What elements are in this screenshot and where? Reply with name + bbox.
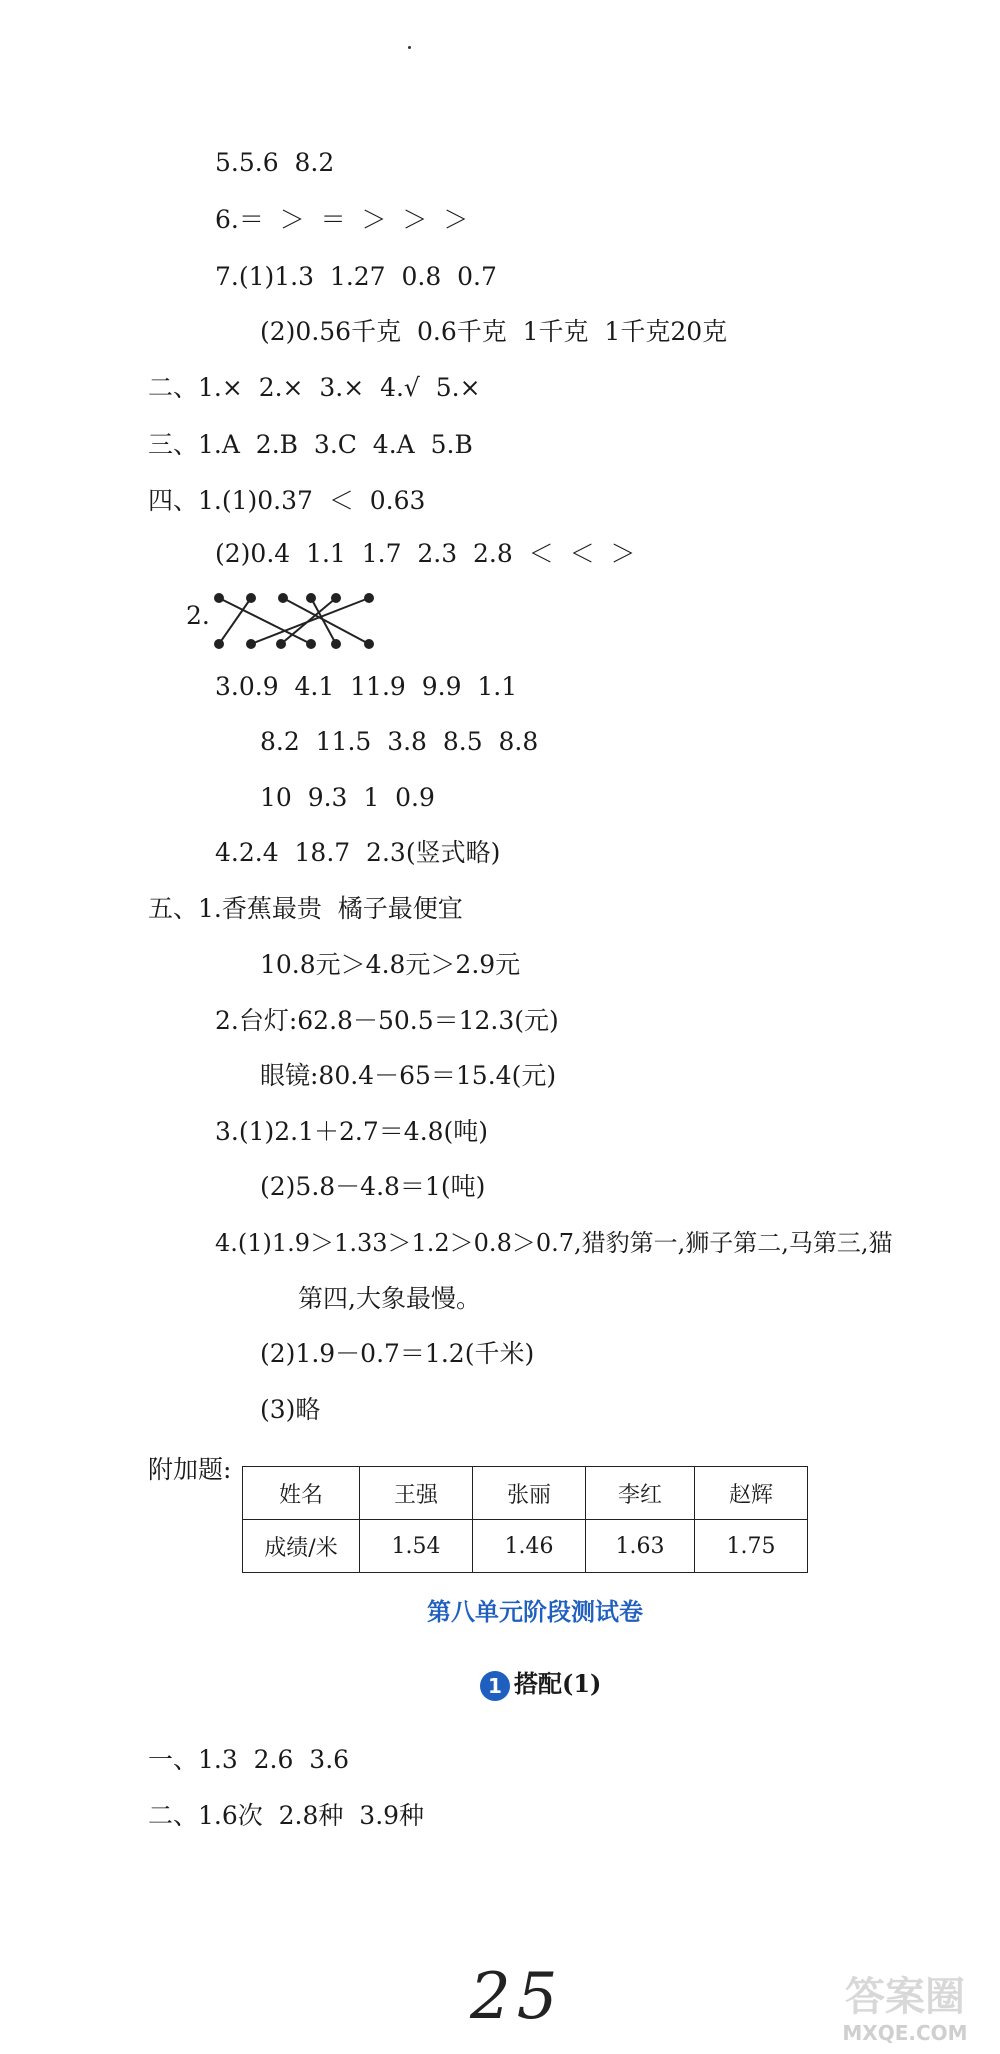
lesson-heading (480, 1664, 601, 1701)
answer-line: 7.(1)1.3 1.27 0.8 0.7 (215, 262, 497, 291)
answer-line: (2)5.8－4.8＝1(吨) (260, 1172, 486, 1201)
watermark-text: 答案圈 (845, 1974, 965, 2020)
answer-line: 4.2.4 18.7 2.3(竖式略) (215, 838, 501, 867)
table-cell: 成绩/米 (243, 1520, 360, 1573)
stray-dot (408, 46, 411, 49)
table-cell: 王强 (360, 1467, 473, 1520)
table-row (243, 1467, 808, 1520)
table-cell: 姓名 (243, 1467, 360, 1520)
answer-line: 2. (186, 601, 210, 630)
answer-line: (2)0.4 1.1 1.7 2.3 2.8 ＜ ＜ ＞ (215, 539, 636, 568)
table-cell: 1.75 (695, 1520, 808, 1573)
section-title: 第八单元阶段测试卷 (427, 1598, 643, 1626)
answer-line: (2)1.9－0.7＝1.2(千米) (260, 1339, 535, 1368)
answer-line: 四、1.(1)0.37 ＜ 0.63 (148, 486, 426, 515)
answer-line: 第四,大象最慢。 (298, 1284, 481, 1313)
lesson-title: 搭配(1) (514, 1669, 602, 1698)
scores-table (242, 1466, 808, 1573)
bonus-question-label: 附加题: (148, 1455, 232, 1484)
answer-line: 3.0.9 4.1 11.9 9.9 1.1 (215, 672, 518, 701)
table-cell: 张丽 (473, 1467, 586, 1520)
table-cell: 1.54 (360, 1520, 473, 1573)
answer-line: 6.＝ ＞ ＝ ＞ ＞ ＞ (215, 205, 469, 234)
table-cell: 1.63 (586, 1520, 695, 1573)
answer-line: 2.台灯:62.8－50.5＝12.3(元) (215, 1006, 559, 1035)
answer-line: 10 9.3 1 0.9 (260, 783, 435, 812)
matching-lines-diagram (211, 590, 391, 652)
answer-line: 五、1.香蕉最贵 橘子最便宜 (148, 894, 463, 923)
answer-line: 一、1.3 2.6 3.6 (148, 1745, 350, 1774)
answer-line: 10.8元＞4.8元＞2.9元 (260, 950, 521, 979)
answer-line: 3.(1)2.1＋2.7＝4.8(吨) (215, 1117, 489, 1146)
answer-line: 8.2 11.5 3.8 8.5 8.8 (260, 727, 539, 756)
lesson-number-badge: 1 (480, 1671, 510, 1701)
table-cell: 赵辉 (695, 1467, 808, 1520)
watermark-logo (820, 1968, 990, 2048)
handwritten-page-number: 25 (470, 1960, 564, 2034)
answer-line: 5.5.6 8.2 (215, 148, 335, 177)
answer-line: (2)0.56千克 0.6千克 1千克 1千克20克 (260, 317, 728, 346)
answer-line: 眼镜:80.4－65＝15.4(元) (260, 1061, 557, 1090)
table-cell: 李红 (586, 1467, 695, 1520)
answer-line: (3)略 (260, 1395, 321, 1424)
watermark-url: MXQE.COM (842, 2021, 968, 2045)
answer-line: 二、1.6次 2.8种 3.9种 (148, 1801, 425, 1830)
table-row (243, 1520, 808, 1573)
answer-line: 二、1.× 2.× 3.× 4.√ 5.× (148, 373, 481, 402)
answer-line: 三、1.A 2.B 3.C 4.A 5.B (148, 430, 473, 459)
answer-line: 4.(1)1.9＞1.33＞1.2＞0.8＞0.7,猎豹第一,狮子第二,马第三,猫 (215, 1229, 893, 1257)
table-cell: 1.46 (473, 1520, 586, 1573)
